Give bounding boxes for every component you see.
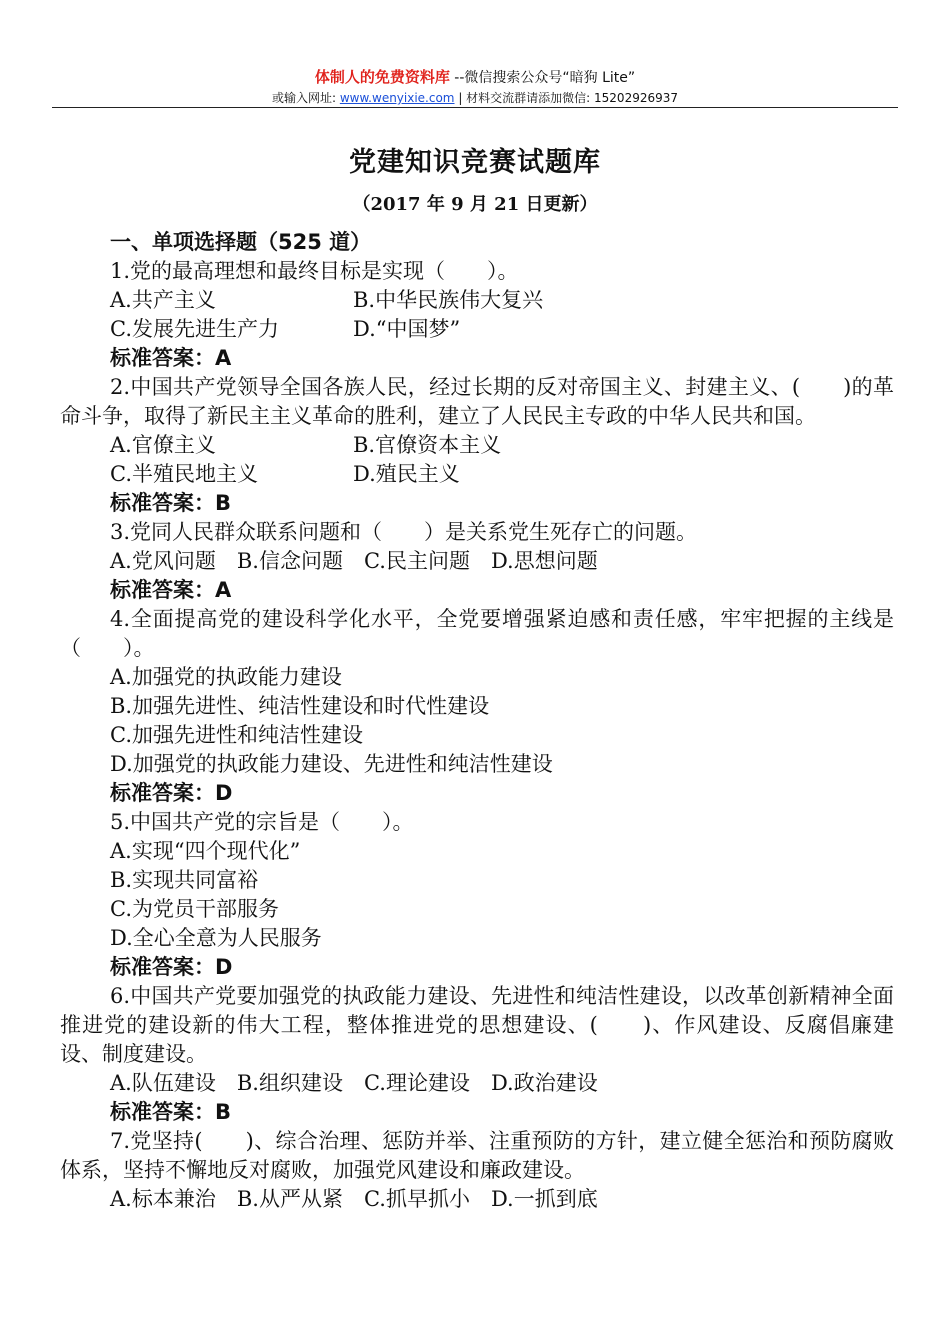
- answer-4: 标准答案：D: [110, 781, 233, 805]
- options-line: A.党风问题 B.信念问题 C.民主问题 D.思想问题: [110, 549, 598, 573]
- url-prefix: 或输入网址:: [271, 91, 340, 105]
- options-row: [60, 431, 894, 460]
- answer-1: 标准答案：A: [110, 346, 232, 370]
- option-c: C.半殖民地主义: [110, 462, 258, 486]
- question-3: 3.党同人民群众联系问题和（ ）是关系党生死存亡的问题。: [110, 520, 698, 544]
- option-c: C.发展先进生产力: [110, 317, 279, 341]
- question-5: 5.中国共产党的宗旨是（ ）。: [110, 810, 414, 834]
- answer-3: 标准答案：A: [110, 578, 232, 602]
- option-d: D.“中国梦”: [353, 317, 461, 341]
- option-a: A.加强党的执政能力建设: [110, 665, 342, 689]
- question-4: 4.全面提高党的建设科学化水平，全党要增强紧迫感和责任感，牢牢把握的主线是（ ）。: [60, 607, 894, 660]
- options-row: [60, 315, 894, 344]
- page-header: [52, 68, 898, 106]
- header-line-1: [52, 68, 898, 87]
- options-line: A.标本兼治 B.从严从紧 C.抓早抓小 D.一抓到底: [110, 1187, 598, 1211]
- question-2: 2.中国共产党领导全国各族人民，经过长期的反对帝国主义、封建主义、( )的革命斗争，取得了新民主主义革命的胜利，建立了人民民主专政的中华人民共和国。: [60, 375, 894, 428]
- option-c: C.为党员干部服务: [110, 897, 279, 921]
- answer-6: 标准答案：B: [110, 1100, 232, 1124]
- options-row: [60, 286, 894, 315]
- option-d: D.殖民主义: [353, 462, 460, 486]
- option-c: C.加强先进性和纯洁性建设: [110, 723, 363, 747]
- option-b: B.加强先进性、纯洁性建设和时代性建设: [110, 694, 490, 718]
- option-b: B.官僚资本主义: [353, 433, 502, 457]
- document-subtitle: （2017 年 9 月 21 日更新）: [352, 194, 598, 215]
- contact-text: | 材料交流群请添加微信: 15202926937: [454, 91, 679, 105]
- option-d: D.全心全意为人民服务: [110, 926, 322, 950]
- options-row: [60, 460, 894, 489]
- question-1: 1.党的最高理想和最终目标是实现（ ）。: [110, 259, 519, 283]
- question-6: 6.中国共产党要加强党的执政能力建设、先进性和纯洁性建设，以改革创新精神全面推进党的建设新的伟大工程，整体推进党的思想建设、( )、作风建设、反腐倡廉建设、制度建设。: [60, 984, 894, 1066]
- option-a: A.实现“四个现代化”: [110, 839, 301, 863]
- website-link[interactable]: www.wenyixie.com: [339, 91, 455, 105]
- header-divider: [52, 107, 898, 108]
- answer-5: 标准答案：D: [110, 955, 233, 979]
- library-name: 体制人的免费资料库: [314, 68, 450, 86]
- options-line: A.队伍建设 B.组织建设 C.理论建设 D.政治建设: [110, 1071, 598, 1095]
- section-heading: 一、单项选择题（525 道）: [110, 230, 372, 254]
- option-b: B.实现共同富裕: [110, 868, 259, 892]
- question-list: [60, 228, 894, 1214]
- option-a: A.共产主义: [110, 288, 216, 312]
- wechat-hint: --微信搜索公众号“暗狗 Lite”: [454, 70, 636, 86]
- option-d: D.加强党的执政能力建设、先进性和纯洁性建设: [110, 752, 553, 776]
- answer-2: 标准答案：B: [110, 491, 232, 515]
- question-7: 7.党坚持( )、综合治理、惩防并举、注重预防的方针，建立健全惩治和预防腐败体系，坚持不懈地反对腐败，加强党风建设和廉政建设。: [60, 1129, 894, 1182]
- option-b: B.中华民族伟大复兴: [353, 288, 544, 312]
- header-line-2: [52, 90, 898, 106]
- option-a: A.官僚主义: [110, 433, 216, 457]
- document-title: 党建知识竞赛试题库: [349, 147, 601, 178]
